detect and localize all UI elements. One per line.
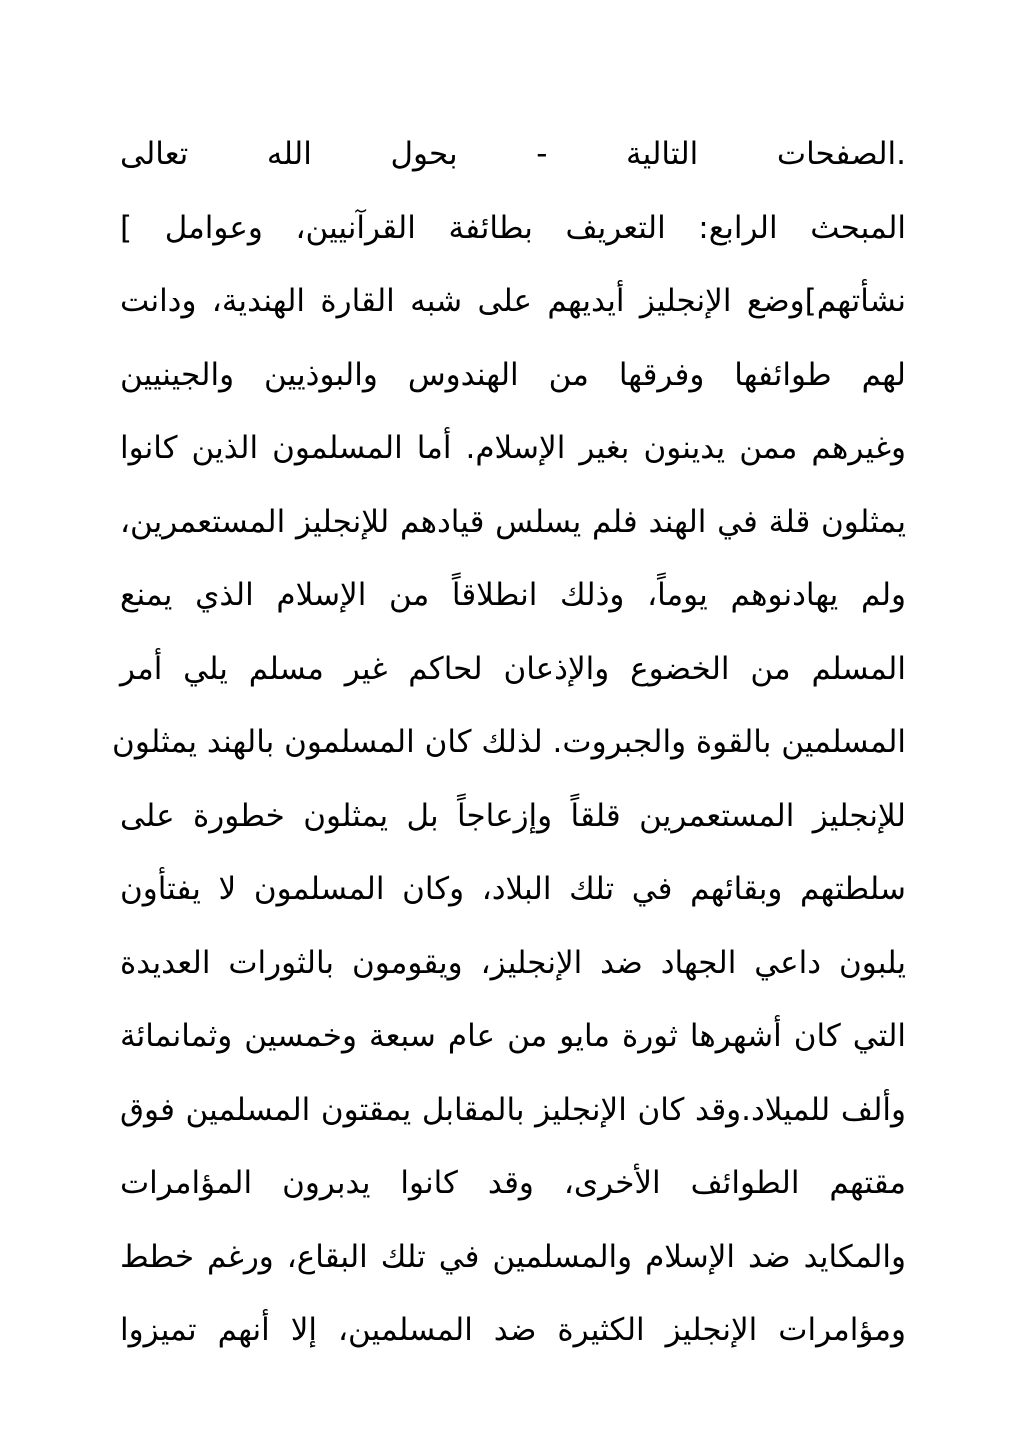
text-line-12: يلبون داعي الجهاد ضد الإنجليز، ويقومون بالثورات العديدة — [120, 944, 906, 981]
text-line-7: ولم يهادنوهم يوماً، وذلك انطلاقاً من الإسلام الذي يمنع — [120, 577, 906, 613]
document-page — [112, 118, 906, 1418]
text-line-6: يمثلون قلة في الهند فلم يسلس قيادهم للإنجليز المستعمرين، — [120, 503, 906, 540]
text-line-5: وغيرهم ممن يدينون بغير الإسلام. أما المسلمون الذين كانوا — [120, 430, 906, 466]
text-line-2: المبحث الرابع: التعريف بطائفة القرآنيين، وعوامل ] — [120, 209, 906, 246]
text-line-14: وألف للميلاد.وقد كان الإنجليز بالمقابل يمقتون المسلمين فوق — [120, 1091, 906, 1128]
text-line-15: مقتهم الطوائف الأخرى، وقد كانوا يدبرون المؤامرات — [120, 1165, 906, 1201]
text-line-13: التي كان أشهرها ثورة مايو من عام سبعة وخمسين وثمانمائة — [120, 1018, 906, 1054]
text-line-16: والمكايد ضد الإسلام والمسلمين في تلك البقاع، ورغم خطط — [120, 1238, 906, 1275]
text-line-8: المسلم من الخضوع والإذعان لحاكم غير مسلم يلي أمر — [120, 650, 906, 687]
text-line-4: لهم طوائفها وفرقها من الهندوس والبوذيين والجينيين — [120, 356, 906, 393]
text-line-1: .الصفحات التالية - بحول الله تعالى — [120, 136, 906, 172]
text-line-10: للإنجليز المستعمرين قلقاً وإزعاجاً بل يمثلون خطورة على — [120, 797, 906, 834]
text-line-3: نشأتهم]وضع الإنجليز أيديهم على شبه القارة الهندية، ودانت — [120, 283, 906, 319]
text-line-17: ومؤامرات الإنجليز الكثيرة ضد المسلمين، إلا أنهم تميزوا — [120, 1312, 906, 1348]
text-line-11: سلطتهم وبقائهم في تلك البلاد، وكان المسلمون لا يفتأون — [120, 871, 906, 907]
text-line-9: المسلمين بالقوة والجبروت. لذلك كان المسلمون بالهند يمثلون — [112, 724, 906, 760]
